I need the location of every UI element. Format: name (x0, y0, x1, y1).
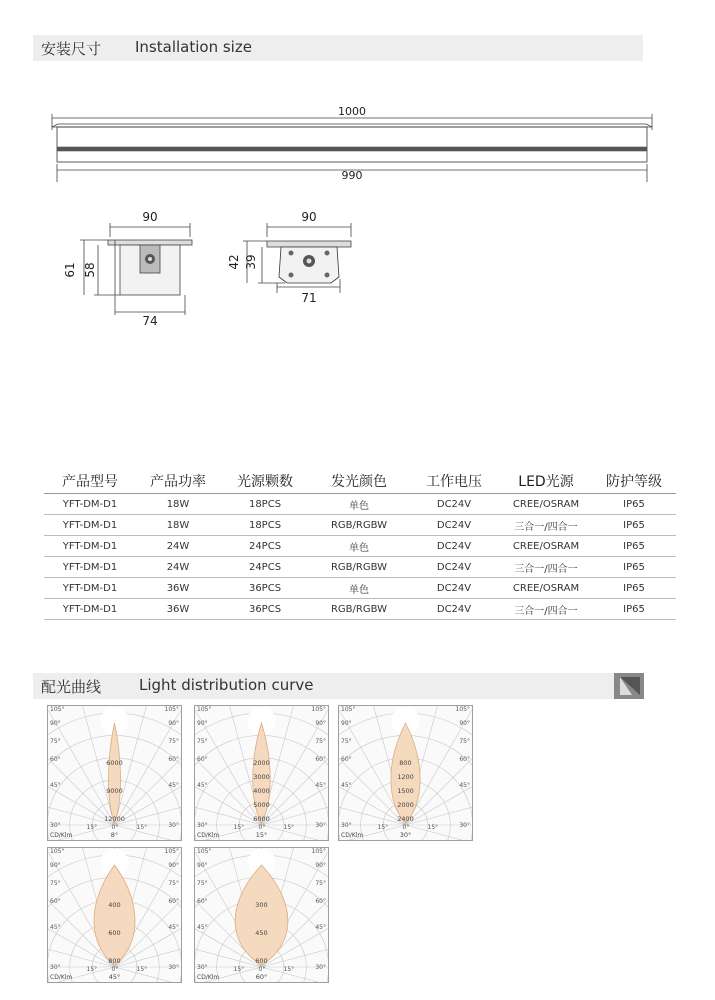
unit-label: CD/Klm (197, 974, 220, 981)
dim-b-base: 71 (301, 291, 317, 305)
angle-label-bottom-center: 0° (258, 824, 266, 831)
angle-label-bottom-left: 15° (233, 824, 245, 831)
angle-label-left: 60° (197, 756, 208, 763)
cell-led-count: 36PCS (220, 578, 310, 599)
table-row (44, 578, 676, 599)
angle-label-left: 30° (50, 964, 61, 971)
cell-model: YFT-DM-D1 (44, 599, 136, 620)
cell-model: YFT-DM-D1 (44, 578, 136, 599)
angle-label-left: 105° (341, 706, 356, 713)
angle-label-right: 45° (459, 782, 470, 789)
dim-a-base: 74 (142, 314, 158, 325)
cell-led-source: CREE/OSRAM (500, 578, 592, 599)
radial-tick-label: 4000 (253, 787, 270, 795)
angle-label-right: 90° (315, 862, 326, 869)
cell-power: 36W (136, 599, 220, 620)
corner-decoration-icon (614, 673, 644, 699)
install-title-cn: 安装尺寸 (41, 40, 102, 58)
polar-chart-5 (194, 847, 329, 983)
beam-angle-label: 45° (108, 973, 121, 981)
angle-label-right: 90° (315, 720, 326, 727)
angle-label-right: 75° (459, 738, 470, 745)
radial-tick-label: 800 (108, 957, 121, 965)
angle-label-right: 75° (315, 880, 326, 887)
angle-label-bottom-center: 0° (111, 966, 119, 973)
angle-label-right: 105° (164, 848, 179, 855)
cell-led-source: 三合一/四合一 (500, 557, 592, 578)
cell-power: 18W (136, 494, 220, 515)
angle-label-left: 30° (197, 964, 208, 971)
table-row (44, 599, 676, 620)
dim-b-h1: 42 (227, 254, 241, 270)
cell-voltage: DC24V (408, 515, 500, 536)
angle-label-right: 60° (315, 756, 326, 763)
light-title-en: Light distribution curve (139, 676, 314, 694)
angle-label-left: 45° (197, 924, 208, 931)
angle-label-left: 105° (197, 706, 212, 713)
radial-tick-label: 9000 (106, 787, 123, 795)
end-view-b (225, 205, 375, 305)
cell-voltage: DC24V (408, 599, 500, 620)
dim-length-outer: 1000 (338, 105, 366, 118)
light-title-cn: 配光曲线 (41, 678, 102, 696)
dim-a-width: 90 (142, 210, 158, 224)
angle-label-left: 75° (197, 738, 208, 745)
cell-led-source: 三合一/四合一 (500, 515, 592, 536)
angle-label-right: 90° (459, 720, 470, 727)
cell-led-count: 36PCS (220, 599, 310, 620)
polar-chart-1 (47, 705, 182, 841)
unit-label: CD/Klm (50, 832, 73, 839)
angle-label-right: 45° (315, 782, 326, 789)
cell-led-count: 18PCS (220, 515, 310, 536)
cell-color: RGB/RGBW (310, 599, 408, 620)
radial-tick-label: 2000 (253, 759, 270, 767)
angle-label-bottom-right: 15° (427, 824, 439, 831)
radial-tick-label: 450 (255, 929, 268, 937)
end-view-a (60, 205, 220, 325)
angle-label-bottom-left: 15° (377, 824, 389, 831)
table-row (44, 515, 676, 536)
angle-label-bottom-left: 15° (86, 966, 98, 973)
dim-length-inner: 990 (341, 169, 363, 182)
angle-label-right: 30° (459, 822, 470, 829)
radial-tick-label: 6000 (253, 815, 270, 823)
cell-ip: IP65 (592, 578, 676, 599)
table-row (44, 557, 676, 578)
unit-label: CD/Klm (341, 832, 364, 839)
angle-label-bottom-right: 15° (136, 966, 148, 973)
polar-chart-4 (47, 847, 182, 983)
polar-chart-2 (194, 705, 329, 841)
cell-model: YFT-DM-D1 (44, 536, 136, 557)
spec-header-model: 产品型号 (44, 468, 136, 494)
cell-ip: IP65 (592, 515, 676, 536)
cell-led-source: CREE/OSRAM (500, 536, 592, 557)
cell-led-source: CREE/OSRAM (500, 494, 592, 515)
radial-tick-label: 600 (108, 929, 121, 937)
cell-led-source: 三合一/四合一 (500, 599, 592, 620)
angle-label-right: 105° (455, 706, 470, 713)
spec-header-led-count: 光源颗数 (220, 468, 310, 494)
cell-power: 24W (136, 557, 220, 578)
cell-voltage: DC24V (408, 536, 500, 557)
angle-label-right: 75° (315, 738, 326, 745)
angle-label-right: 90° (168, 862, 179, 869)
angle-label-right: 105° (311, 706, 326, 713)
angle-label-left: 45° (50, 924, 61, 931)
angle-label-left: 75° (197, 880, 208, 887)
angle-label-left: 90° (50, 862, 61, 869)
angle-label-left: 30° (341, 822, 352, 829)
angle-label-right: 60° (459, 756, 470, 763)
cell-model: YFT-DM-D1 (44, 557, 136, 578)
radial-tick-label: 1500 (397, 787, 414, 795)
angle-label-left: 90° (50, 720, 61, 727)
angle-label-right: 75° (168, 738, 179, 745)
angle-label-right: 45° (315, 924, 326, 931)
angle-label-left: 45° (50, 782, 61, 789)
angle-label-left: 90° (197, 720, 208, 727)
angle-label-left: 30° (50, 822, 61, 829)
angle-label-right: 30° (168, 822, 179, 829)
angle-label-bottom-right: 15° (283, 824, 295, 831)
angle-label-bottom-center: 0° (258, 966, 266, 973)
radial-tick-label: 1200 (397, 773, 414, 781)
cell-model: YFT-DM-D1 (44, 515, 136, 536)
angle-label-left: 45° (341, 782, 352, 789)
angle-label-right: 30° (315, 964, 326, 971)
radial-tick-label: 3000 (253, 773, 270, 781)
radial-tick-label: 2400 (397, 815, 414, 823)
cell-voltage: DC24V (408, 557, 500, 578)
angle-label-right: 60° (168, 898, 179, 905)
cell-color: RGB/RGBW (310, 557, 408, 578)
cell-color: RGB/RGBW (310, 515, 408, 536)
radial-tick-label: 600 (255, 957, 268, 965)
cell-ip: IP65 (592, 494, 676, 515)
polar-chart-3 (338, 705, 473, 841)
dim-b-width: 90 (301, 210, 317, 224)
radial-tick-label: 2000 (397, 801, 414, 809)
radial-tick-label: 12000 (104, 815, 125, 823)
angle-label-left: 60° (50, 898, 61, 905)
install-section-header (33, 35, 643, 61)
spec-header-power: 产品功率 (136, 468, 220, 494)
angle-label-left: 30° (197, 822, 208, 829)
angle-label-left: 75° (50, 738, 61, 745)
spec-header-voltage: 工作电压 (408, 468, 500, 494)
cell-led-count: 24PCS (220, 557, 310, 578)
cell-model: YFT-DM-D1 (44, 494, 136, 515)
angle-label-left: 60° (50, 756, 61, 763)
angle-label-right: 105° (311, 848, 326, 855)
radial-tick-label: 400 (108, 901, 121, 909)
angle-label-right: 75° (168, 880, 179, 887)
angle-label-right: 45° (168, 924, 179, 931)
angle-label-bottom-right: 15° (136, 824, 148, 831)
table-row (44, 536, 676, 557)
angle-label-left: 45° (197, 782, 208, 789)
beam-angle-label: 30° (399, 831, 412, 839)
angle-label-bottom-left: 15° (86, 824, 98, 831)
cell-power: 18W (136, 515, 220, 536)
dim-a-h1: 61 (63, 262, 77, 278)
angle-label-right: 30° (315, 822, 326, 829)
cell-voltage: DC24V (408, 494, 500, 515)
dim-b-h2: 39 (244, 254, 258, 270)
angle-label-right: 30° (168, 964, 179, 971)
spec-table (44, 468, 676, 620)
beam-angle-label: 8° (110, 831, 119, 839)
cell-color: 单色 (310, 536, 408, 557)
cell-ip: IP65 (592, 536, 676, 557)
angle-label-left: 75° (341, 738, 352, 745)
angle-label-right: 60° (168, 756, 179, 763)
angle-label-bottom-left: 15° (233, 966, 245, 973)
angle-label-left: 105° (50, 706, 65, 713)
profile-drawing (0, 100, 715, 190)
angle-label-right: 105° (164, 706, 179, 713)
spec-header-ip: 防护等级 (592, 468, 676, 494)
light-section-header (33, 673, 643, 699)
beam-angle-label: 60° (255, 973, 268, 981)
radial-tick-label: 5000 (253, 801, 270, 809)
angle-label-left: 90° (197, 862, 208, 869)
angle-label-bottom-center: 0° (111, 824, 119, 831)
dim-a-h2: 58 (83, 262, 97, 278)
angle-label-bottom-center: 0° (402, 824, 410, 831)
angle-label-left: 90° (341, 720, 352, 727)
spec-header-color: 发光颜色 (310, 468, 408, 494)
angle-label-right: 60° (315, 898, 326, 905)
table-row (44, 494, 676, 515)
install-title-en: Installation size (135, 38, 252, 56)
angle-label-bottom-right: 15° (283, 966, 295, 973)
cell-ip: IP65 (592, 557, 676, 578)
cell-power: 24W (136, 536, 220, 557)
cell-power: 36W (136, 578, 220, 599)
cell-led-count: 18PCS (220, 494, 310, 515)
angle-label-left: 105° (50, 848, 65, 855)
cell-voltage: DC24V (408, 578, 500, 599)
cell-ip: IP65 (592, 599, 676, 620)
angle-label-left: 105° (197, 848, 212, 855)
angle-label-right: 45° (168, 782, 179, 789)
spec-header-led-source: LED光源 (500, 468, 592, 494)
spec-header-row (44, 468, 676, 494)
radial-tick-label: 800 (399, 759, 412, 767)
unit-label: CD/Klm (50, 974, 73, 981)
angle-label-left: 60° (341, 756, 352, 763)
angle-label-right: 90° (168, 720, 179, 727)
cell-led-count: 24PCS (220, 536, 310, 557)
beam-angle-label: 15° (255, 831, 268, 839)
radial-tick-label: 6000 (106, 759, 123, 767)
cell-color: 单色 (310, 494, 408, 515)
cell-color: 单色 (310, 578, 408, 599)
angle-label-left: 60° (197, 898, 208, 905)
angle-label-left: 75° (50, 880, 61, 887)
radial-tick-label: 300 (255, 901, 268, 909)
unit-label: CD/Klm (197, 832, 220, 839)
